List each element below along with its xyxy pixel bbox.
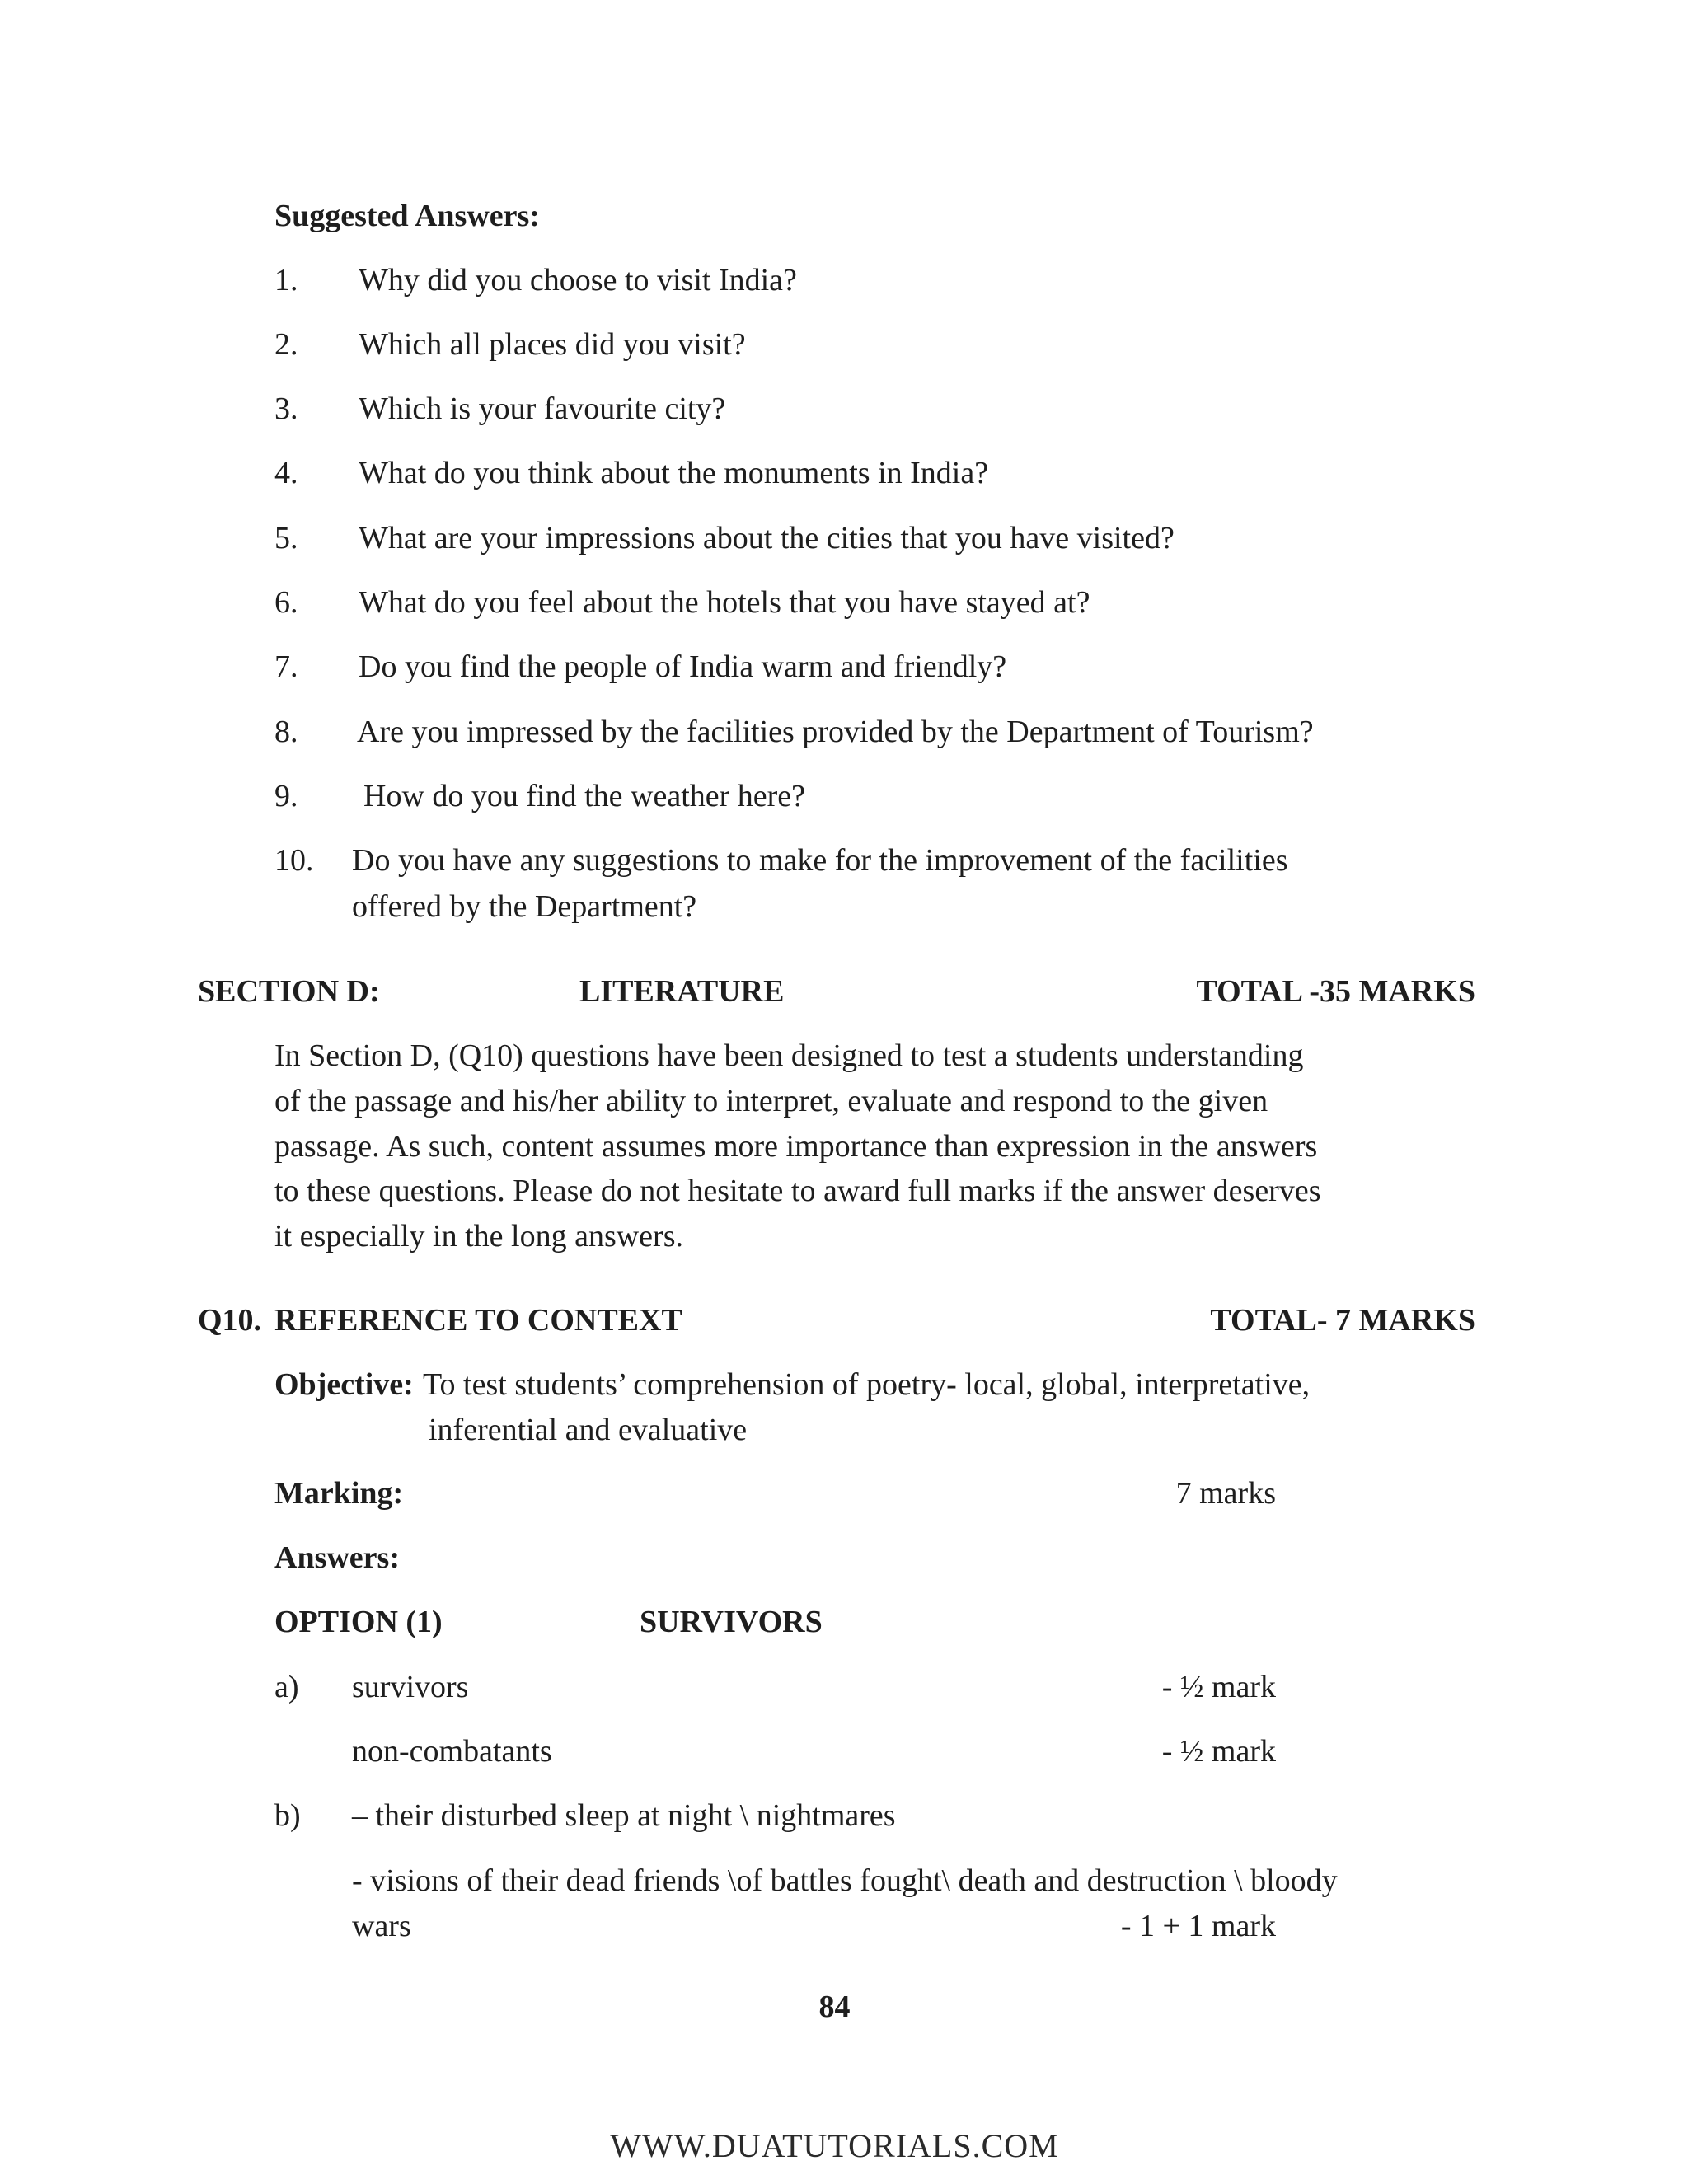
option-title: SURVIVORS <box>640 1605 823 1639</box>
list-item-number: 10. <box>274 843 314 878</box>
section-d-title: LITERATURE <box>579 974 785 1009</box>
list-item-text: Why did you choose to visit India? <box>359 263 797 298</box>
answer-a-label: a) <box>274 1670 299 1704</box>
list-item-number: 9. <box>274 779 298 813</box>
list-item-number: 1. <box>274 263 298 298</box>
list-item-number: 3. <box>274 391 298 426</box>
marking-value: 7 marks <box>1175 1476 1276 1511</box>
answer-a-text-2: non-combatants <box>352 1734 552 1769</box>
list-item-text: What do you think about the monuments in India? <box>359 456 989 490</box>
intro-line: to these questions. Please do not hesitate to award full marks if the answer deserves <box>274 1174 1321 1208</box>
q10-number: Q10. <box>198 1303 262 1338</box>
answers-label: Answers: <box>274 1540 400 1575</box>
intro-line: In Section D, (Q10) questions have been designed to test a students understanding <box>274 1038 1304 1073</box>
answer-a-mark: - ½ mark <box>1161 1670 1276 1704</box>
intro-line: of the passage and his/her ability to interpret, evaluate and respond to the given <box>274 1084 1268 1118</box>
list-item-text: Which all places did you visit? <box>359 327 746 362</box>
objective-text-continued: inferential and evaluative <box>429 1413 748 1447</box>
answer-b-mark: - 1 + 1 mark <box>1120 1909 1276 1943</box>
section-d-label: SECTION D: <box>198 974 380 1009</box>
list-item-text: Which is your favourite city? <box>359 391 726 426</box>
option-label: OPTION (1) <box>274 1605 443 1639</box>
list-item-text: Do you find the people of India warm and friendly? <box>359 649 1007 684</box>
list-item-text: Are you impressed by the facilities provided by the Department of Tourism? <box>357 715 1314 749</box>
q10-title: REFERENCE TO CONTEXT <box>274 1303 682 1338</box>
list-item-text: What are your impressions about the cities that you have visited? <box>359 521 1175 555</box>
list-item-text: What do you feel about the hotels that you have stayed at? <box>359 585 1090 620</box>
section-d-total: TOTAL -35 MARKS <box>1196 974 1475 1009</box>
website-footer: WWW.DUATUTORIALS.COM <box>610 2127 1059 2164</box>
objective-label: Objective: <box>274 1367 414 1402</box>
answer-a-text: survivors <box>352 1670 469 1704</box>
answer-b-text: – their disturbed sleep at night \ nightmares <box>352 1798 896 1833</box>
list-item-text: Do you have any suggestions to make for the improvement of the facilities <box>352 843 1288 878</box>
q10-total: TOTAL- 7 MARKS <box>1210 1303 1475 1338</box>
list-item-text-continued: offered by the Department? <box>352 889 697 924</box>
list-item-number: 2. <box>274 327 298 362</box>
page-number: 84 <box>818 1990 851 2024</box>
marking-label: Marking: <box>274 1476 404 1511</box>
intro-line: it especially in the long answers. <box>274 1219 683 1254</box>
list-item-number: 7. <box>274 649 298 684</box>
answer-b-text-3: wars <box>352 1909 411 1943</box>
list-item-number: 8. <box>274 715 298 749</box>
list-item-number: 4. <box>274 456 298 490</box>
list-item-number: 6. <box>274 585 298 620</box>
list-item-number: 5. <box>274 521 298 555</box>
answer-a-mark-2: - ½ mark <box>1161 1734 1276 1769</box>
intro-line: passage. As such, content assumes more importance than expression in the answers <box>274 1129 1318 1164</box>
answer-b-text-2: - visions of their dead friends \of battles fought\ death and destruction \ bloody <box>352 1863 1338 1898</box>
suggested-answers-heading: Suggested Answers: <box>274 199 540 233</box>
objective-text: To test students’ comprehension of poetry- local, global, interpretative, <box>423 1367 1311 1402</box>
list-item-text: How do you find the weather here? <box>363 779 806 813</box>
answer-b-label: b) <box>274 1798 301 1833</box>
